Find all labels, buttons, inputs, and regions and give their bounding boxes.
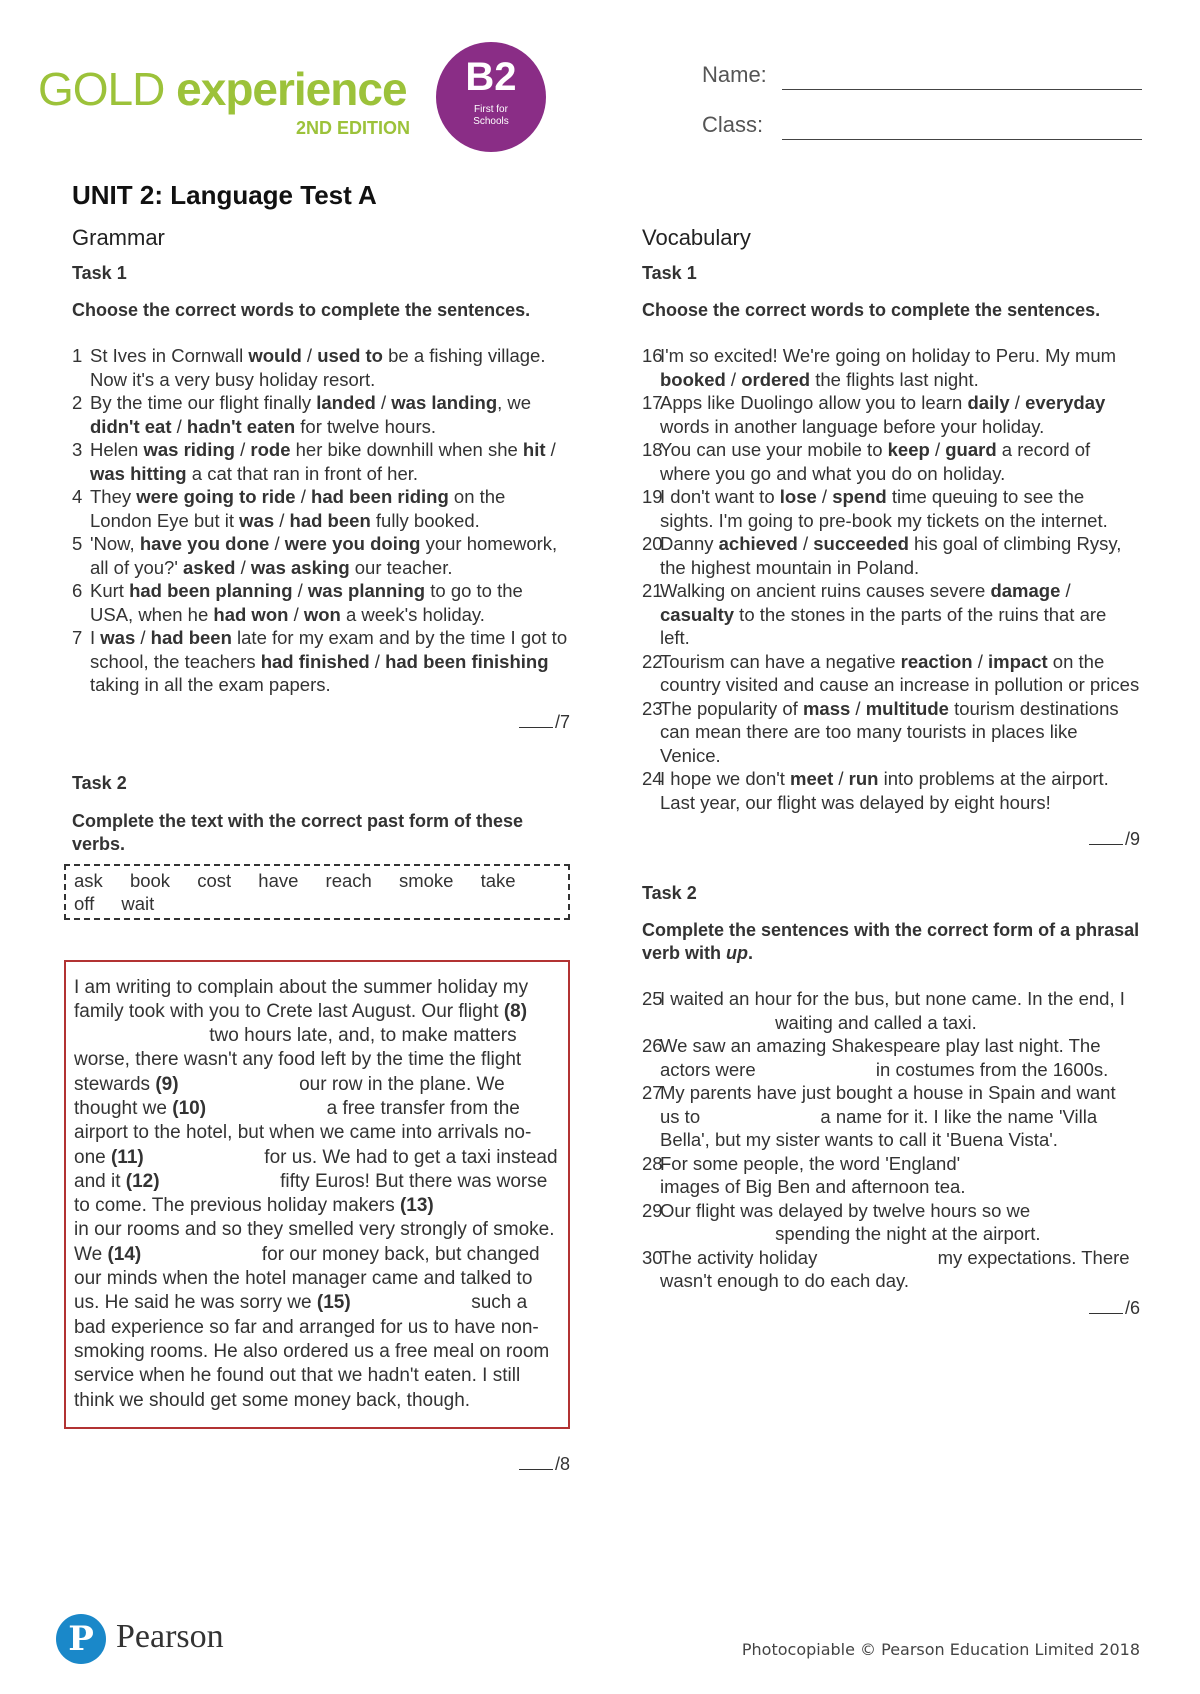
question-number: 4 [72, 486, 83, 507]
question-number: 28 [642, 1152, 663, 1174]
vocabulary-task2-list [642, 987, 1140, 1293]
question-item-16 [642, 344, 1140, 391]
question-item-3 [72, 438, 570, 485]
question-text: I don't want to lose / spend time queuing to see the sights. I'm going to pre-book my tickets on the internet. [660, 486, 1108, 531]
word-option: wait [121, 892, 155, 914]
question-text: 'Now, have you done / were you doing your homework, all of you?' asked / was asking our teacher. [90, 533, 558, 578]
grammar-task1-label: Task 1 [72, 262, 127, 283]
name-label: Name: [702, 62, 767, 87]
question-item-29 [642, 1199, 1140, 1246]
grammar-task2-instruction: Complete the text with the correct past form of these verbs. [72, 810, 524, 854]
page-title: UNIT 2: Language Test A [72, 180, 377, 210]
question-number: 7 [72, 627, 83, 648]
word-box [64, 864, 570, 920]
word-option: cost [197, 869, 232, 891]
question-item-24 [642, 767, 1140, 814]
question-item-23 [642, 697, 1140, 768]
name-line[interactable] [782, 89, 1142, 90]
question-item-18 [642, 438, 1140, 485]
question-text: I'm so excited! We're going on holiday to Peru. My mum booked / ordered the flights last night. [660, 345, 1117, 390]
word-option: reach [325, 869, 372, 891]
question-item-17 [642, 391, 1140, 438]
question-item-2 [72, 391, 570, 438]
score-blank[interactable] [519, 727, 553, 728]
question-text: By the time our flight finally landed / was landing, we didn't eat / hadn't eaten for twelve hours. [90, 392, 532, 437]
question-text: I was / had been late for my exam and by the time I got to school, the teachers had finished / had been finishing taking in all the exam papers. [90, 627, 568, 695]
question-text: Kurt had been planning / was planning to go to the USA, when he had won / won a week's holiday. [90, 580, 523, 625]
question-text: Walking on ancient ruins causes severe damage / casualty to the stones in the parts of the ruins that are left. [660, 580, 1107, 648]
logo-edition: 2ND EDITION [296, 118, 411, 138]
question-item-22 [642, 650, 1140, 697]
word-option: take off [74, 869, 516, 914]
grammar-task2-label: Task 2 [72, 773, 127, 793]
question-text: You can use your mobile to keep / guard a record of where you go and what you do on holiday. [660, 439, 1091, 484]
class-label: Class: [702, 112, 764, 137]
logo-word-experience: experience [176, 63, 407, 115]
question-number: 19 [642, 486, 663, 507]
question-number: 22 [642, 650, 663, 672]
question-item-21 [642, 579, 1140, 650]
question-item-4 [72, 485, 570, 532]
pearson-p-icon: P [56, 1614, 106, 1664]
badge-level: B2 [465, 55, 517, 99]
question-text: My parents have just bought a house in Spain and want us to a name for it. I like the name 'Villa Bella', but my sister wants to call it 'Buena Vista'. [660, 1082, 1116, 1150]
question-number: 6 [72, 580, 83, 601]
word-option: book [129, 869, 171, 891]
vocabulary-column [642, 226, 1140, 1320]
question-text: For some people, the word 'England' images of Big Ben and afternoon tea. [660, 1152, 966, 1197]
question-item-26 [642, 1034, 1140, 1081]
question-item-25 [642, 987, 1140, 1034]
question-text: The activity holiday my expectations. There wasn't enough to do each day. [660, 1246, 1130, 1291]
question-number: 2 [72, 392, 83, 413]
class-field[interactable] [702, 112, 1142, 148]
badge-sub-line2: Schools [473, 116, 509, 127]
vocabulary-task1-list [642, 344, 1140, 814]
score-blank[interactable] [1089, 1313, 1123, 1314]
question-text: Tourism can have a negative reaction / impact on the country visited and cause an increase in pollution or prices [660, 650, 1140, 695]
vocabulary-task1-score [642, 828, 1140, 852]
score-total: /6 [1124, 1297, 1140, 1318]
question-item-28 [642, 1152, 1140, 1199]
score-total: /9 [1124, 829, 1140, 849]
question-text: They were going to ride / had been riding on the London Eye but it was / had been fully booked. [90, 486, 506, 531]
badge-sub-line1: First for [474, 104, 508, 115]
level-badge [436, 42, 546, 152]
question-number: 1 [72, 345, 83, 366]
question-item-30 [642, 1246, 1140, 1293]
question-text: I waited an hour for the bus, but none came. In the end, I waiting and called a taxi. [660, 988, 1125, 1033]
word-option: smoke [398, 869, 454, 891]
question-number: 3 [72, 439, 83, 460]
question-number: 26 [642, 1035, 663, 1056]
pearson-wordmark: Pearson [116, 1618, 224, 1655]
question-item-6 [72, 579, 570, 626]
question-number: 5 [72, 533, 83, 554]
question-number: 29 [642, 1199, 663, 1221]
copyright-notice: Photocopiable © Pearson Education Limited 2018 [741, 1640, 1140, 1659]
question-number: 21 [642, 580, 663, 601]
vocabulary-task2-score [642, 1297, 1140, 1321]
vocabulary-heading: Vocabulary [642, 225, 751, 250]
grammar-task1-instruction: Choose the correct words to complete the sentences. [72, 300, 531, 320]
score-blank[interactable] [519, 1469, 553, 1470]
question-number: 20 [642, 533, 663, 554]
question-item-7 [72, 626, 570, 697]
question-text: Helen was riding / rode her bike downhill when she hit / was hitting a cat that ran in front of her. [90, 439, 556, 484]
grammar-task2-score [72, 1453, 570, 1477]
vocabulary-task1-label: Task 1 [642, 262, 697, 283]
score-total: /8 [554, 1453, 570, 1474]
name-field[interactable] [702, 62, 1142, 98]
word-option: have [258, 869, 299, 891]
question-text: We saw an amazing Shakespeare play last night. The actors were in costumes from the 1600s. [660, 1035, 1109, 1080]
vocabulary-task2-instruction: Complete the sentences with the correct form of a phrasal verb with up. [642, 920, 1140, 963]
question-item-27 [642, 1081, 1140, 1152]
grammar-task1-score [72, 711, 570, 735]
question-number: 27 [642, 1082, 663, 1103]
question-item-19 [642, 485, 1140, 532]
question-number: 23 [642, 697, 663, 719]
word-option: ask [74, 869, 103, 891]
question-number: 25 [642, 988, 663, 1009]
question-number: 17 [642, 392, 663, 413]
question-text: The popularity of mass / multitude tourism destinations can mean there are too many tourists in places like Venice. [660, 697, 1119, 766]
question-item-20 [642, 532, 1140, 579]
question-text: St Ives in Cornwall would / used to be a fishing village. Now it's a very busy holiday resort. [90, 345, 546, 390]
question-text: Apps like Duolingo allow you to learn daily / everyday words in another language before your holiday. [660, 392, 1106, 437]
question-number: 18 [642, 439, 663, 460]
class-line[interactable] [782, 139, 1142, 140]
vocabulary-task1-instruction: Choose the correct words to complete the sentences. [642, 300, 1101, 320]
question-text: Danny achieved / succeeded his goal of climbing Rysy, the highest mountain in Poland. [660, 533, 1122, 578]
grammar-heading: Grammar [72, 225, 165, 250]
question-number: 16 [642, 345, 663, 366]
grammar-task1-list [72, 344, 570, 697]
question-number: 24 [642, 768, 663, 789]
score-total: /7 [554, 711, 570, 732]
question-item-5 [72, 532, 570, 579]
question-number: 30 [642, 1246, 663, 1268]
complaint-letter-text: I am writing to complain about the summer holiday my family took with you to Crete last August. Our flight (8) two hours late, and, to make matters worse, there wasn't any food left by the time the flight stewards (9) our row in the plane. We thought we (10) a free transfer from the airport to the hotel, but when we came into arrivals no-one (11) for us. We had to get a taxi instead and it (12) fifty Euros! But there was worse to come. The previous holiday makers (13) in our rooms and so they smelled very strongly of smoke. We (14) for our money back, but changed our minds when the hotel manager came and talked to us. He said he was sorry we (15) such a bad experience so far and arranged for us to have non-smoking rooms. He also ordered us a free meal on room service when he found out that we hadn't eaten. I still think we should get some money back, though. [64, 960, 570, 1429]
grammar-column [72, 226, 570, 1476]
gold-experience-logo [38, 63, 407, 115]
question-item-1 [72, 344, 570, 391]
score-blank[interactable] [1089, 844, 1123, 845]
logo-word-gold: GOLD [38, 63, 165, 115]
question-text: Our flight was delayed by twelve hours so we spending the night at the airport. [660, 1199, 1041, 1244]
question-text: I hope we don't meet / run into problems at the airport. Last year, our flight was delayed by eight hours! [660, 768, 1109, 813]
vocabulary-task2-label: Task 2 [642, 882, 697, 903]
